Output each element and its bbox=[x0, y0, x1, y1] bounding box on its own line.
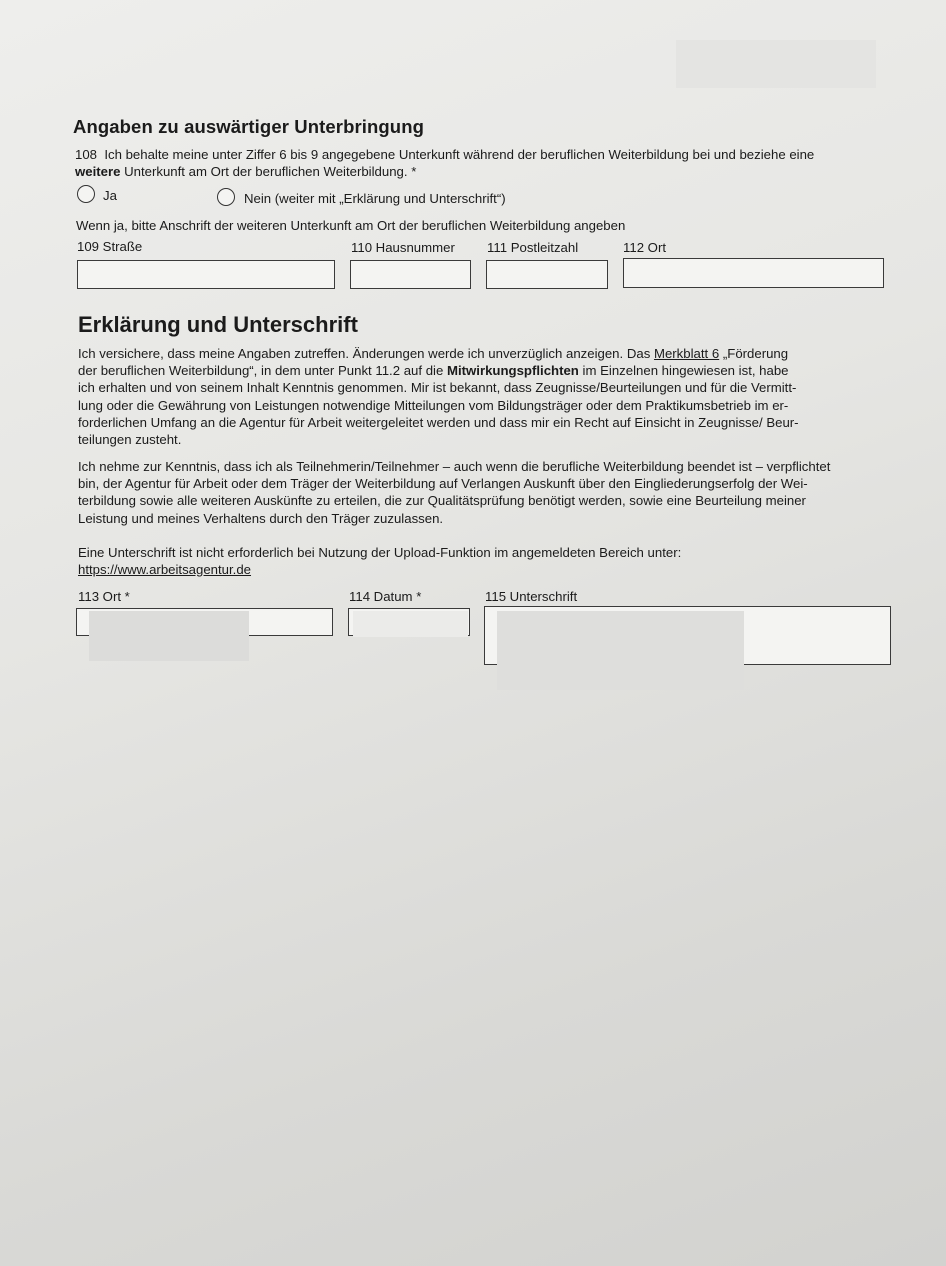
question-108-bold-word: weitere bbox=[75, 164, 121, 180]
field-115-label: 115 Unterschrift bbox=[485, 589, 578, 604]
merkblatt-link[interactable]: Merkblatt 6 bbox=[653, 346, 720, 361]
question-108-text-line2: Unterkunft am Ort der beruflichen Weiterbildung. * bbox=[124, 164, 417, 180]
declaration-paragraph-1 bbox=[78, 345, 898, 448]
radio-no[interactable] bbox=[217, 188, 235, 206]
radio-yes-label: Ja bbox=[103, 188, 117, 203]
p1-line1-b: „Förderung bbox=[719, 346, 789, 361]
p2-line2: bin, der Agentur für Arbeit oder dem Träger der Weiterbildung auf Verlangen Auskunft über den Eingliederungserfolg der Wei- bbox=[78, 476, 808, 492]
p1-line4: lung oder die Gewährung von Leistungen notwendige Mitteilungen vom Bildungsträger oder dem Praktikumsbetrieb im er- bbox=[78, 397, 789, 413]
section-title-declaration: Erklärung und Unterschrift bbox=[78, 312, 358, 337]
question-108-text-line1: Ich behalte meine unter Ziffer 6 bis 9 angegebene Unterkunft während der beruflichen Weiterbildung bei und beziehe eine bbox=[104, 147, 815, 162]
upload-note: Eine Unterschrift ist nicht erforderlich bei Nutzung der Upload-Funktion im angemeldeten Bereich unter: bbox=[78, 545, 682, 560]
redacted-date bbox=[353, 611, 468, 637]
redacted-area-header bbox=[676, 40, 876, 88]
field-111-label: 111 Postleitzahl bbox=[487, 240, 579, 255]
p1-line2-b: im Einzelnen hingewiesen ist, habe bbox=[578, 363, 789, 379]
section-title-accommodation: Angaben zu auswärtiger Unterbringung bbox=[73, 116, 425, 137]
radio-no-label: Nein (weiter mit „Erklärung und Unterschrift“) bbox=[244, 191, 506, 206]
question-108 bbox=[75, 146, 905, 180]
p2-line1: Ich nehme zur Kenntnis, dass ich als Teilnehmerin/Teilnehmer – auch wenn die berufliche Weiterbildung beendet ist – verpflichtet bbox=[78, 459, 831, 474]
field-109-label: 109 Straße bbox=[77, 239, 143, 254]
p2-line3: terbildung sowie alle weiteren Auskünfte zu erteilen, die zur Qualitätsprüfung benötigt werden, sowie eine Beurteilung meiner bbox=[78, 493, 806, 509]
p1-line5: forderlichen Umfang an die Agentur für Arbeit weitergeleitet werden und dass mir ein Recht auf Einsicht in Zeugnisse/ Beur- bbox=[78, 414, 799, 430]
city-input[interactable] bbox=[623, 258, 884, 288]
upload-link[interactable]: https://www.arbeitsagentur.de bbox=[78, 562, 252, 577]
radio-yes[interactable] bbox=[77, 185, 95, 203]
question-108-number: 108 bbox=[75, 147, 98, 162]
p1-line3: ich erhalten und von seinem Inhalt Kenntnis genommen. Mir ist bekannt, dass Zeugnisse/Beurteilungen und für die Vermitt- bbox=[78, 380, 797, 396]
field-114-label: 114 Datum * bbox=[349, 589, 422, 604]
address-hint: Wenn ja, bitte Anschrift der weiteren Unterkunft am Ort der beruflichen Weiterbildung angeben bbox=[76, 218, 626, 233]
redacted-signature bbox=[497, 611, 744, 690]
field-113-label: 113 Ort * bbox=[78, 589, 130, 604]
field-112-label: 112 Ort bbox=[623, 240, 667, 255]
declaration-paragraph-2 bbox=[78, 458, 898, 527]
p1-line1-a: Ich versichere, dass meine Angaben zutreffen. Änderungen werde ich unverzüglich anzeigen. Das bbox=[78, 346, 654, 361]
p1-line6: teilungen zusteht. bbox=[78, 432, 182, 448]
p1-line2-bold: Mitwirkungspflichten bbox=[446, 363, 579, 379]
p2-line4: Leistung und meines Verhaltens durch den Träger zuzulassen. bbox=[78, 510, 444, 526]
redacted-place bbox=[89, 611, 249, 661]
postal-code-input[interactable] bbox=[486, 260, 608, 289]
street-input[interactable] bbox=[77, 260, 335, 289]
field-110-label: 110 Hausnummer bbox=[351, 240, 455, 255]
p1-line2-a: der beruflichen Weiterbildung“, in dem unter Punkt 11.2 auf die bbox=[78, 363, 447, 379]
house-number-input[interactable] bbox=[350, 260, 471, 289]
